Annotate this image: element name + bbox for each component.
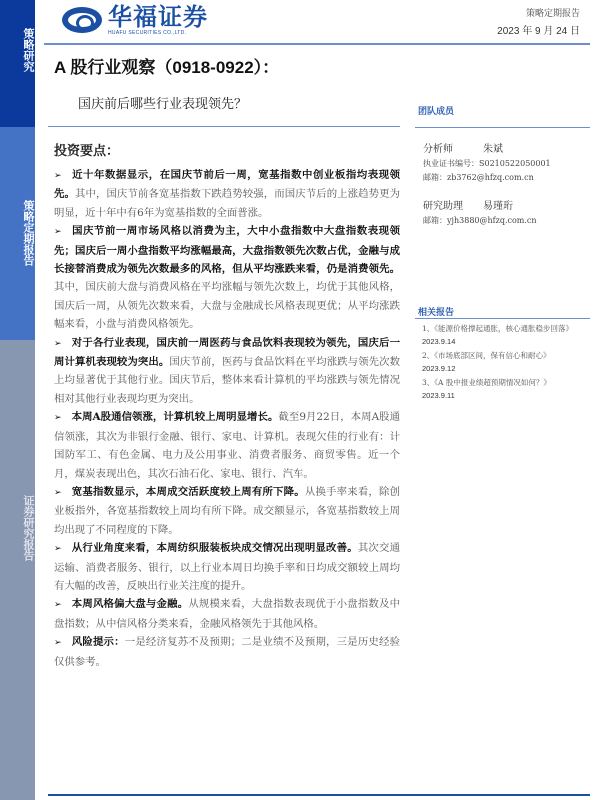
related-report-title[interactable]: 3、《A 股中报业绩超预期情况如何？》 xyxy=(422,377,551,387)
key-point-text: 国庆节前，医药与食品饮料在平均涨跌与领先次数上均显著优于其他行业。国庆节后，整体来看计算机的平均涨跌与领先情况相对其他行业表现均更为突出。 xyxy=(54,356,401,405)
page-title: A 股行业观察（0918-0922）： xyxy=(54,58,280,77)
arrow-bullet-icon: ➢ xyxy=(54,600,62,611)
page-subtitle: 国庆前后哪些行业表现领先？ xyxy=(78,97,248,112)
key-point xyxy=(54,408,400,483)
arrow-bullet-icon: ➢ xyxy=(54,338,62,349)
key-point-text: 截至9月22日，本周A股通信领涨，其次为非银行金融、银行、家电、计算机。表现欠佳的行业有：计国防军工、有色金属、电力及公用事业、消费者服务、商贸零售。近一个月，煤炭表现出色，其次石油石化、家电、银行、汽车。 xyxy=(54,411,400,480)
key-point-text: 一是经济复苏不及预期；二是业绩不及预期，三是历史经验仅供参考。 xyxy=(54,636,401,668)
team-heading: 团队成员 xyxy=(418,107,455,117)
logo-icon xyxy=(62,7,102,33)
sidebar-label-securities-report: 证券研究报告 xyxy=(22,495,35,561)
key-point-text: 从规模来看，大盘指数表现优于小盘指数及中盘指数；从中信风格分类来看，金融风格领先于其他风格。 xyxy=(54,598,401,630)
key-point-lead: 国庆节前一周市场风格以消费为主，大中小盘指数中大盘指数表现领先；国庆后一周小盘指数平均涨幅最高，大盘指数领先次数占优，金融与成长接替消费成为领先次数最多的风格，但从平均涨跌来看，仍是消费领先。 xyxy=(54,225,400,276)
main-divider xyxy=(48,126,400,127)
key-point xyxy=(54,222,400,333)
related-report-title[interactable]: 1、《能源价格撑起通胀，核心通胀稳步回落》 xyxy=(422,324,574,333)
logo-en-text: HUAFU SECURITIES CO.,LTD. xyxy=(108,30,187,36)
assistant-email[interactable]: 邮箱：yjh3880@hfzq.com.cn xyxy=(423,216,537,225)
arrow-bullet-icon: ➢ xyxy=(54,638,62,649)
arrow-bullet-icon: ➢ xyxy=(54,487,62,498)
related-reports-heading: 相关报告 xyxy=(418,308,455,318)
related-report-date: 2023.9.11 xyxy=(422,391,455,401)
report-date: 2023 年 9 月 24 日 xyxy=(497,26,580,37)
arrow-bullet-icon: ➢ xyxy=(54,413,62,424)
analyst-cert: 执业证书编号：S0210522050001 xyxy=(423,159,551,168)
related-report-date: 2023.9.14 xyxy=(422,337,456,347)
key-point xyxy=(54,539,400,595)
key-point-lead: 宽基指数显示，本周成交活跃度较上周有所下降。 xyxy=(71,485,305,498)
key-point-lead: 近十年数据显示，在国庆节前后一周，宽基指数中创业板指均表现领先。 xyxy=(54,169,400,201)
key-point xyxy=(54,334,400,409)
sidebar-label-periodic-report: 策略定期报告 xyxy=(22,200,35,266)
analyst-role: 分析师 xyxy=(423,144,453,155)
footer-divider xyxy=(48,794,590,796)
key-point-lead: 对于各行业表现，国庆前一周医药与食品饮料表现较为领先，国庆后一周计算机表现较为突出。 xyxy=(54,336,400,369)
analyst-block xyxy=(423,140,551,226)
key-point-lead: 风险提示： xyxy=(71,636,125,649)
arrow-bullet-icon: ➢ xyxy=(54,544,62,555)
key-point xyxy=(54,166,400,222)
key-point xyxy=(54,633,400,671)
key-point-text: 从换手率来看，除创业板指外，各宽基指数较上周均有所下降。成交额显示，各宽基指数较上周均出现了不同程度的下降。 xyxy=(54,485,401,536)
key-points-heading: 投资要点： xyxy=(54,143,120,158)
sidebar-bottom-band xyxy=(0,340,35,800)
assistant-role: 研究助理 xyxy=(423,201,463,212)
key-points-list xyxy=(54,166,400,671)
header-divider xyxy=(44,43,590,45)
related-reports-list xyxy=(422,322,573,402)
key-point-lead: 本周A股通信领涨，计算机较上周明显增长。 xyxy=(71,411,279,424)
logo-cn-text: 华福证券 xyxy=(108,2,208,31)
key-point-text: 其中，国庆前大盘与消费风格在平均涨幅与领先次数上，均优于其他风格，国庆后一周，从领先次数来看，大盘与金融成长风格表现更优；从平均涨跌幅来看，小盘与消费风格领先。 xyxy=(54,281,400,331)
sidebar-label-strategy-research: 策略研究 xyxy=(22,28,35,72)
key-point-lead: 从行业角度来看，本周纺织服装板块成交情况出现明显改善。 xyxy=(71,542,358,555)
arrow-bullet-icon: ➢ xyxy=(54,227,62,238)
company-logo xyxy=(62,4,208,36)
key-point xyxy=(54,595,400,633)
related-report-title[interactable]: 2、《市场底部区间，保有信心和耐心》 xyxy=(422,350,551,360)
right-divider xyxy=(415,127,590,128)
related-report-date: 2023.9.12 xyxy=(422,364,456,374)
related-divider xyxy=(415,318,590,319)
analyst-name: 朱斌 xyxy=(483,144,503,155)
report-type: 策略定期报告 xyxy=(525,9,580,19)
analyst-email[interactable]: 邮箱：zb3762@hfzq.com.cn xyxy=(423,173,534,182)
key-point-text: 其次交通运输、消费者服务、银行，以上行业本周日均换手率和日均成交额较上周均有大幅的改善，反映出行业关注度的提升。 xyxy=(54,542,401,592)
arrow-bullet-icon: ➢ xyxy=(54,171,62,181)
key-point xyxy=(54,483,400,539)
key-point-text: 其中，国庆节前各宽基指数下跌趋势较强，而国庆节后的上涨趋势更为明显，近十年中有6年为宽基指数的全面普涨。 xyxy=(54,188,401,219)
key-point-lead: 本周风格偏大盘与金融。 xyxy=(71,598,189,611)
assistant-name: 易瑾珩 xyxy=(483,201,513,212)
